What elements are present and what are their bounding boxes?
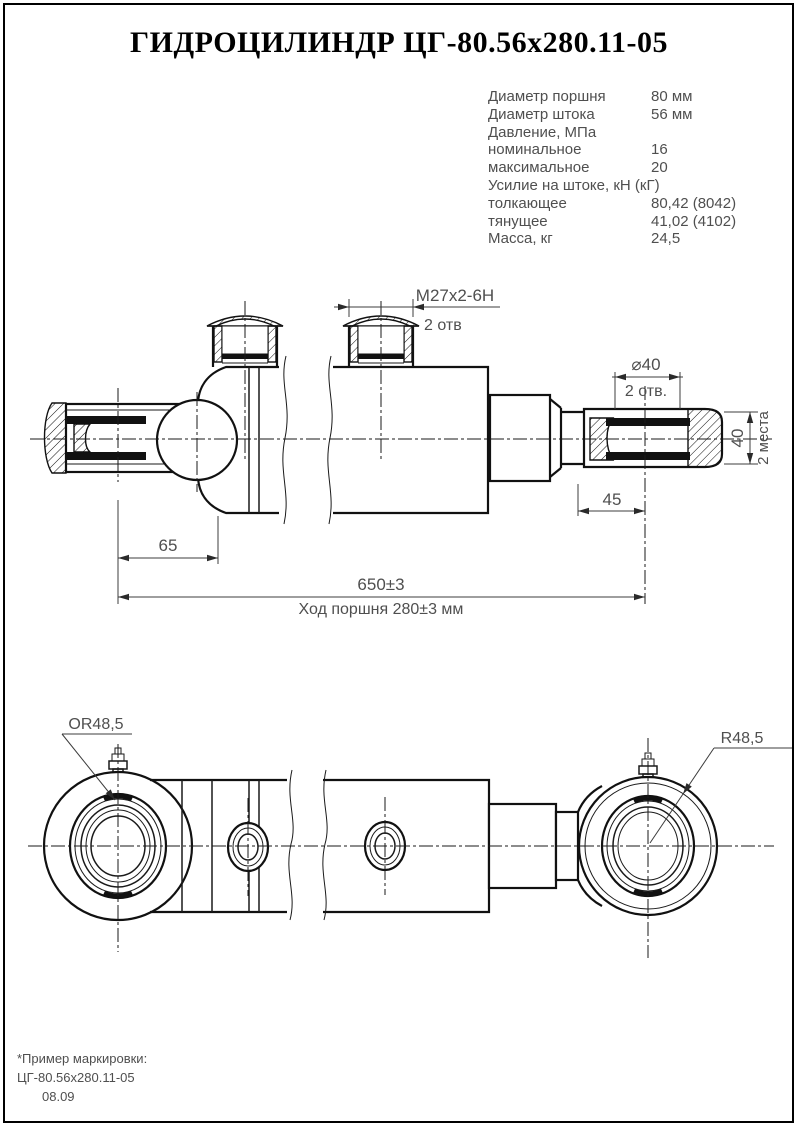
dim-65-label: 65 — [158, 536, 178, 555]
port-boss-plan-1 — [228, 798, 268, 896]
bottom-plan-view — [28, 716, 792, 958]
radius-right-label: R48,5 — [720, 730, 764, 747]
spec-row: Усилие на штоке, кН (кГ) — [488, 176, 660, 194]
break-lines-main — [279, 356, 333, 524]
right-eye-section — [584, 409, 722, 467]
break-lines-plan — [287, 770, 327, 920]
bore-label: ⌀40 — [631, 355, 661, 374]
dim-overall-label: 650±3 — [357, 575, 405, 594]
dim-65 — [118, 500, 218, 604]
dim-stroke-label: Ход поршня 280±3 мм — [298, 601, 464, 618]
spec-row: Диаметр штока 56 мм — [488, 105, 693, 123]
dim-45-label: 45 — [602, 490, 622, 509]
bore-note: 2 отв. — [624, 383, 668, 400]
footnote-line: *Пример маркировки: — [17, 1051, 148, 1066]
dim-40-label: 40 — [728, 428, 747, 448]
thread-note: 2 отв — [424, 317, 462, 334]
footnote-line: ЦГ-80.56х280.11-05 — [17, 1070, 135, 1085]
dim-overall — [118, 575, 645, 618]
spec-row: Диаметр поршня 80 мм — [488, 88, 693, 105]
spec-row: тянущее 41,02 (4102) — [488, 212, 737, 230]
thread-label: М27х2-6Н — [415, 286, 495, 305]
rod-gland — [490, 395, 585, 481]
dim-bore — [612, 355, 683, 409]
marking-footnote — [17, 1049, 147, 1106]
spec-row: Масса, кг 24,5 — [488, 230, 681, 248]
spec-row: максимальное 20 — [488, 159, 668, 177]
dim-40-note: 2 места — [755, 411, 772, 465]
drawing-title: ГИДРОЦИЛИНДР ЦГ-80.56х280.11-05 — [130, 26, 668, 59]
left-eye-bearing-bar-bottom — [66, 452, 146, 460]
radius-left-label: OR48,5 — [68, 716, 124, 733]
left-eye-bearing-bar-top — [66, 416, 146, 424]
main-section-view — [30, 286, 772, 618]
footnote-line: 08.09 — [42, 1089, 75, 1104]
spec-row: номинальное 16 — [488, 141, 668, 159]
spec-row: толкающее 80,42 (8042) — [488, 194, 737, 212]
left-eye-cap-hatched — [45, 403, 67, 473]
dim-40 — [724, 410, 772, 464]
spec-row: Давление, МПа — [488, 123, 597, 141]
cylinder-body — [198, 367, 488, 513]
dim-45 — [578, 484, 645, 516]
